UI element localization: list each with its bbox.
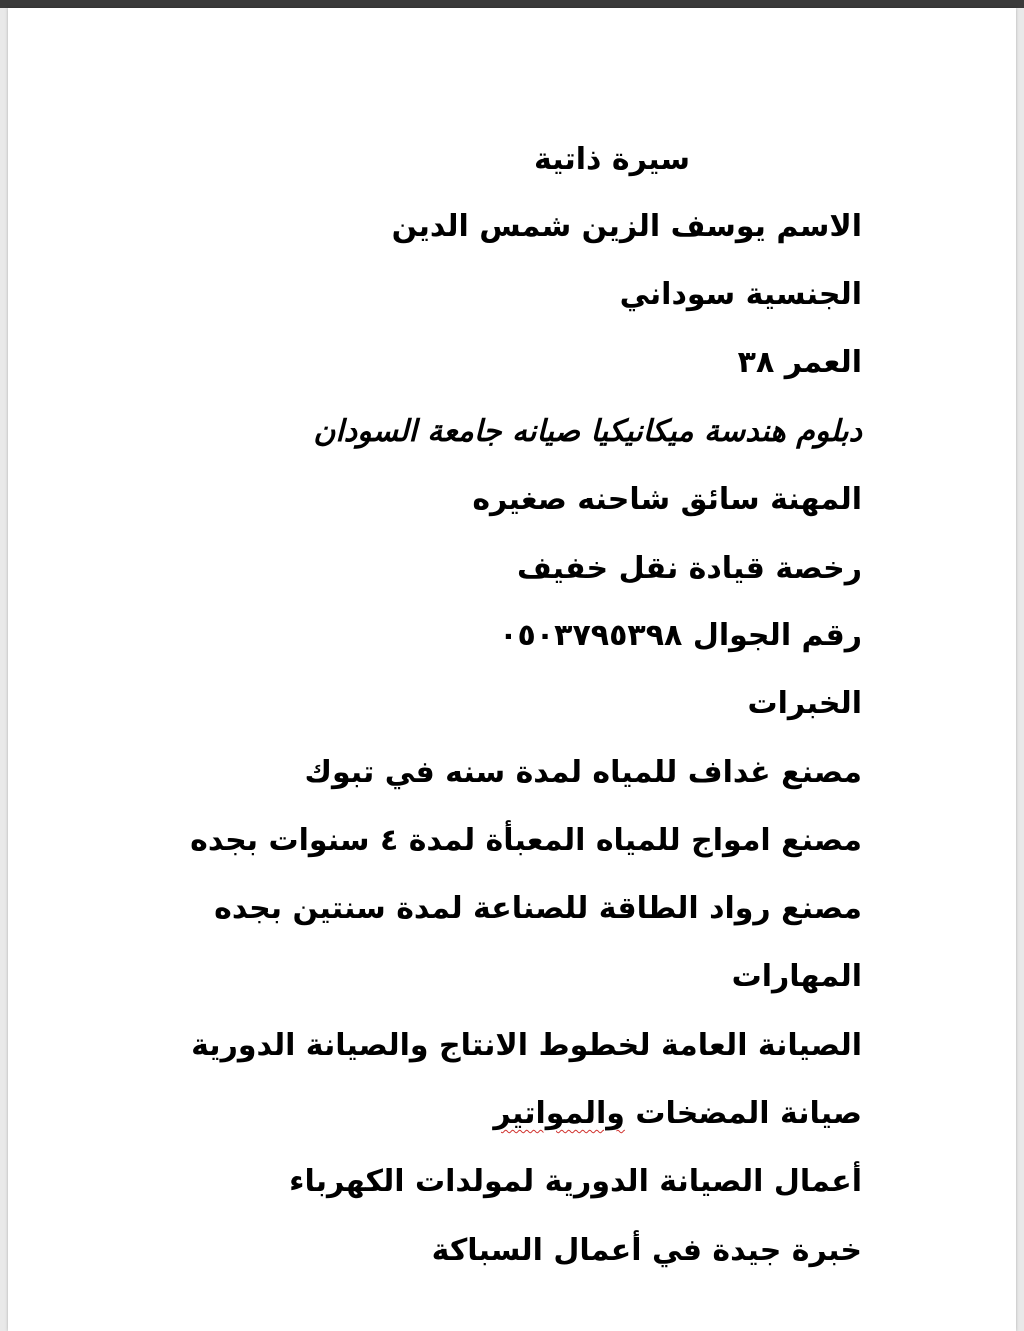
- name-line: الاسم يوسف الزين شمس الدين: [391, 209, 862, 244]
- age-line: العمر ٣٨: [737, 345, 862, 380]
- window-top-bar: [0, 0, 1024, 8]
- nationality-line: الجنسية سوداني: [619, 277, 862, 312]
- skill-item-text: صيانة المضخات: [624, 1096, 862, 1131]
- experience-heading: الخبرات: [747, 686, 862, 721]
- experience-item: مصنع رواد الطاقة للصناعة لمدة سنتين بجده: [214, 891, 862, 926]
- experience-item: مصنع امواج للمياه المعبأة لمدة ٤ سنوات بجده: [190, 823, 862, 858]
- skills-heading: المهارات: [731, 959, 862, 994]
- diploma-line: دبلوم هندسة ميكانيكيا صيانه جامعة السودان: [313, 414, 862, 449]
- skill-item: الصيانة العامة لخطوط الانتاج والصيانة الدورية: [191, 1028, 862, 1063]
- spellcheck-marked-word: والمواتير: [493, 1096, 625, 1131]
- skill-item: خبرة جيدة في أعمال السباكة: [431, 1233, 862, 1268]
- skill-item: [493, 1094, 862, 1134]
- document-page: [8, 8, 1016, 1331]
- skill-item: أعمال الصيانة الدورية لمولدات الكهرباء: [289, 1164, 862, 1199]
- profession-line: المهنة سائق شاحنه صغيره: [472, 482, 862, 517]
- phone-label: رقم الجوال: [692, 618, 862, 653]
- document-title: سيرة ذاتية: [534, 142, 690, 177]
- license-line: رخصة قيادة نقل خفيف: [516, 551, 862, 586]
- experience-item: مصنع غداف للمياه لمدة سنه في تبوك: [304, 755, 862, 790]
- phone-line: [499, 616, 862, 656]
- phone-number: ٠٥٠٣٧٩٥٣٩٨: [499, 618, 683, 653]
